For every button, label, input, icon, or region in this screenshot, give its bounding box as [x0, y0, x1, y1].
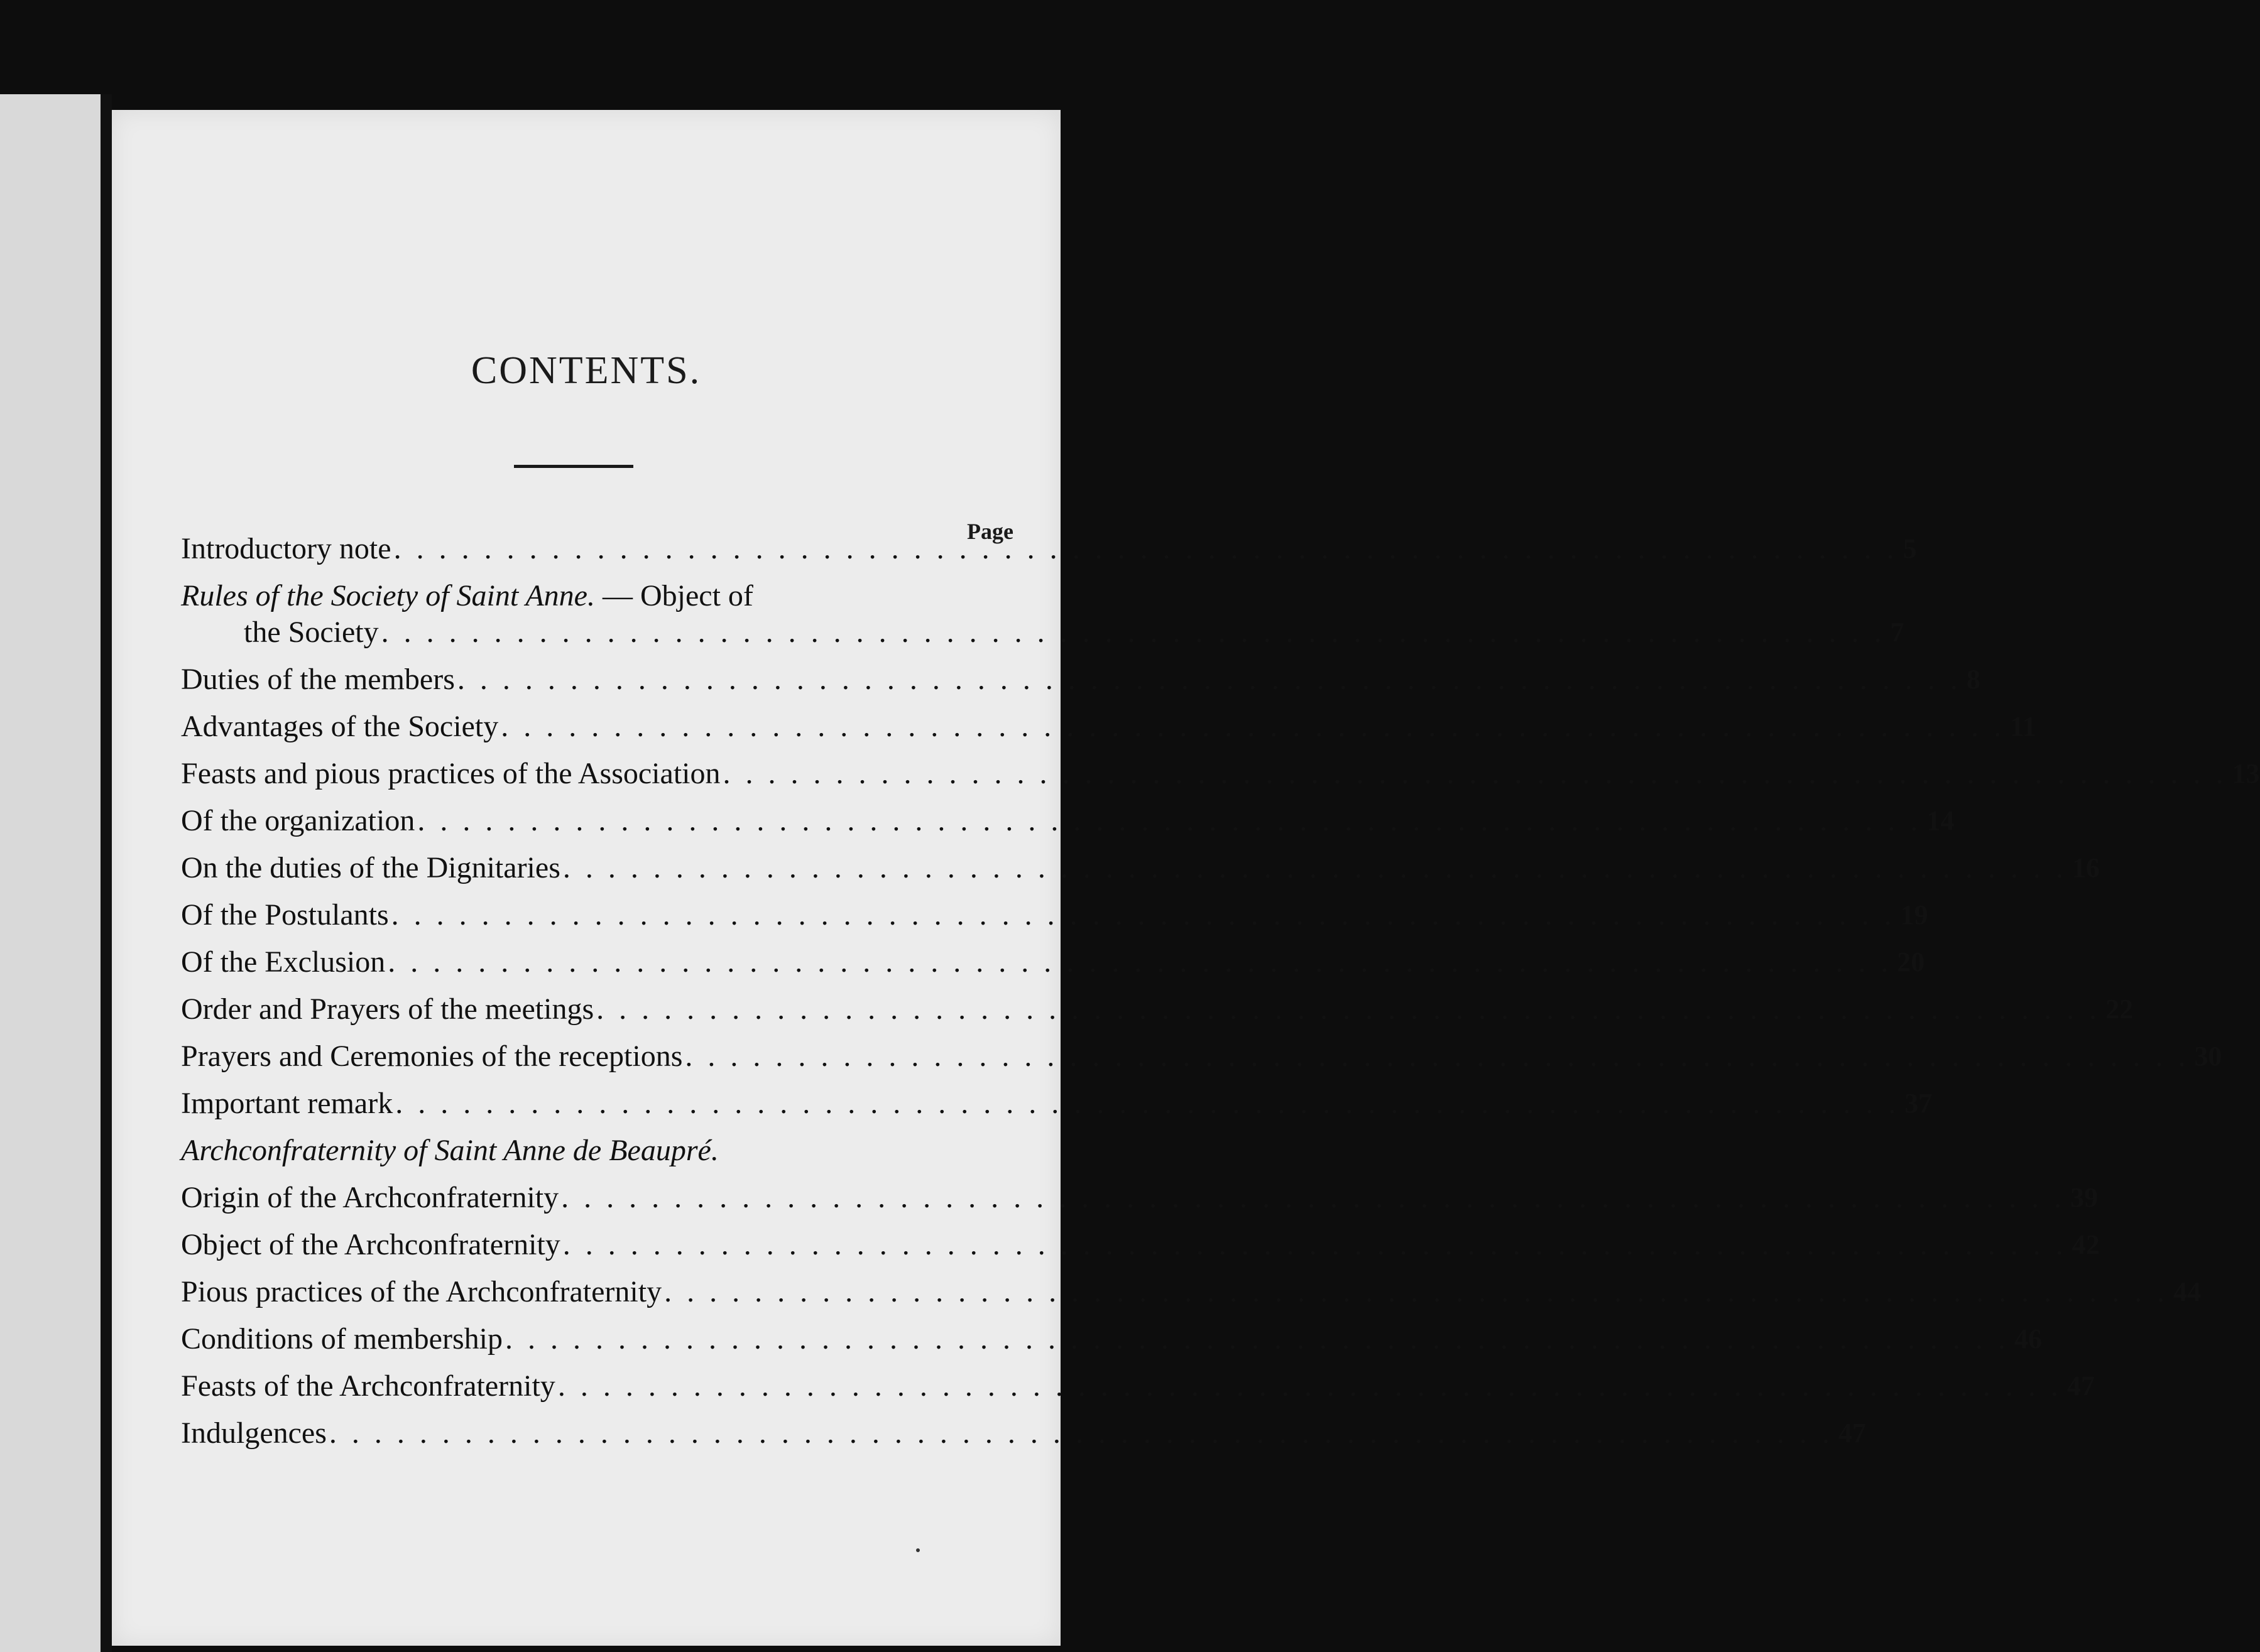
toc-entry-page: 19	[1900, 899, 1928, 930]
toc-entry-label: Introductory note	[181, 532, 391, 565]
dot-leader	[501, 709, 2005, 745]
toc-entry-page: 30	[2194, 1041, 2222, 1072]
toc-entry	[181, 1274, 2202, 1310]
table-of-contents	[181, 531, 2260, 1462]
toc-entry	[181, 709, 2036, 745]
dot-leader	[395, 1085, 1899, 1122]
title-rule	[514, 465, 633, 468]
toc-entry-page: 37	[1904, 1088, 1933, 1119]
toc-entry-page: 39	[2070, 1182, 2099, 1213]
toc-entry-label: Indulgences	[181, 1416, 327, 1450]
dot-leader	[417, 803, 1921, 839]
toc-entry-page: 16	[2072, 852, 2100, 883]
facing-page-edge	[0, 94, 101, 1652]
toc-entry-label: Origin of the Archconfraternity	[181, 1181, 559, 1214]
toc-entry-label: Conditions of membership	[181, 1322, 503, 1356]
toc-entry	[181, 756, 2260, 792]
toc-entry-label: — Object of	[594, 579, 753, 612]
toc-entry	[181, 578, 1904, 651]
toc-entry-page: 42	[2072, 1229, 2100, 1260]
toc-entry-label: Object of the Archconfraternity	[181, 1228, 560, 1261]
toc-entry-label: On the duties of the Dignitaries	[181, 851, 560, 884]
toc-entry-page: 20	[1897, 947, 1925, 977]
toc-entry-page: 22	[2105, 994, 2134, 1024]
toc-entry-label: Prayers and Ceremonies of the receptions	[181, 1040, 683, 1073]
toc-entry	[181, 1368, 2095, 1405]
toc-entry-page: 46	[2014, 1323, 2042, 1354]
toc-entry-page: 44	[2173, 1276, 2202, 1307]
toc-entry	[181, 1227, 2100, 1263]
toc-entry	[181, 991, 2134, 1028]
toc-entry-label: Pious practices of the Archconfraternity	[181, 1275, 662, 1308]
section-heading-label: Archconfraternity of Saint Anne de Beaupré.	[181, 1134, 719, 1167]
dot-leader	[664, 1274, 2168, 1310]
toc-entry-label: Duties of the members	[181, 663, 455, 696]
toc-entry-label: Feasts and pious practices of the Association	[181, 757, 721, 790]
toc-entry-page: 11	[2010, 711, 2036, 742]
dot-leader	[563, 850, 2067, 886]
toc-entry	[181, 1085, 1933, 1122]
toc-entry	[181, 1321, 2042, 1357]
toc-entry-label: Advantages of the Society	[181, 710, 499, 743]
toc-entry-label: Of the organization	[181, 804, 415, 837]
dot-leader	[391, 897, 1896, 933]
dot-leader	[596, 991, 2100, 1028]
toc-entry-label: Of the Postulants	[181, 898, 389, 932]
dot-leader	[558, 1368, 2062, 1405]
page-column-label: Page	[967, 519, 1013, 544]
toc-entry	[181, 1038, 2222, 1075]
dot-leader	[505, 1321, 2009, 1357]
toc-entry-page: 47	[1838, 1418, 1866, 1448]
toc-entry	[181, 850, 2100, 886]
toc-entry-page: 14	[1926, 805, 1955, 836]
dot-leader	[685, 1038, 2189, 1075]
dot-leader	[388, 944, 1892, 981]
toc-entry	[181, 1180, 2099, 1216]
toc-entry-label: the Society	[244, 616, 379, 649]
toc-entry-page: 5	[1902, 533, 1917, 564]
dot-leader	[329, 1415, 1833, 1452]
dot-leader	[561, 1180, 2065, 1216]
toc-entry-page: 8	[1966, 664, 1980, 695]
toc-entry-page: 13	[2232, 758, 2260, 789]
contents-page	[112, 110, 2260, 1646]
toc-section-heading	[181, 1133, 1017, 1169]
toc-entry-label: Feasts of the Archconfraternity	[181, 1369, 555, 1403]
toc-entry-page: 47	[2066, 1371, 2095, 1401]
toc-entry-page: 7	[1890, 617, 1904, 648]
page-title: CONTENTS.	[471, 349, 702, 392]
dot-leader	[563, 1227, 2067, 1263]
dot-leader	[723, 756, 2227, 792]
toc-entry	[181, 661, 1980, 698]
dot-leader	[394, 531, 1898, 567]
toc-entry	[181, 1415, 1866, 1452]
book-spine	[101, 94, 112, 1652]
paper-speck	[916, 1548, 920, 1552]
dot-leader	[457, 661, 1962, 698]
dot-leader	[381, 614, 1886, 651]
toc-entry	[181, 897, 1928, 933]
toc-entry	[181, 531, 1917, 567]
toc-entry-label: Important remark	[181, 1087, 393, 1120]
toc-entry-label: Rules of the Society of Saint Anne.	[181, 579, 595, 612]
toc-entry	[181, 944, 1925, 981]
toc-entry-label: Order and Prayers of the meetings	[181, 992, 594, 1026]
toc-entry-label: Of the Exclusion	[181, 945, 386, 979]
toc-entry	[181, 803, 1955, 839]
